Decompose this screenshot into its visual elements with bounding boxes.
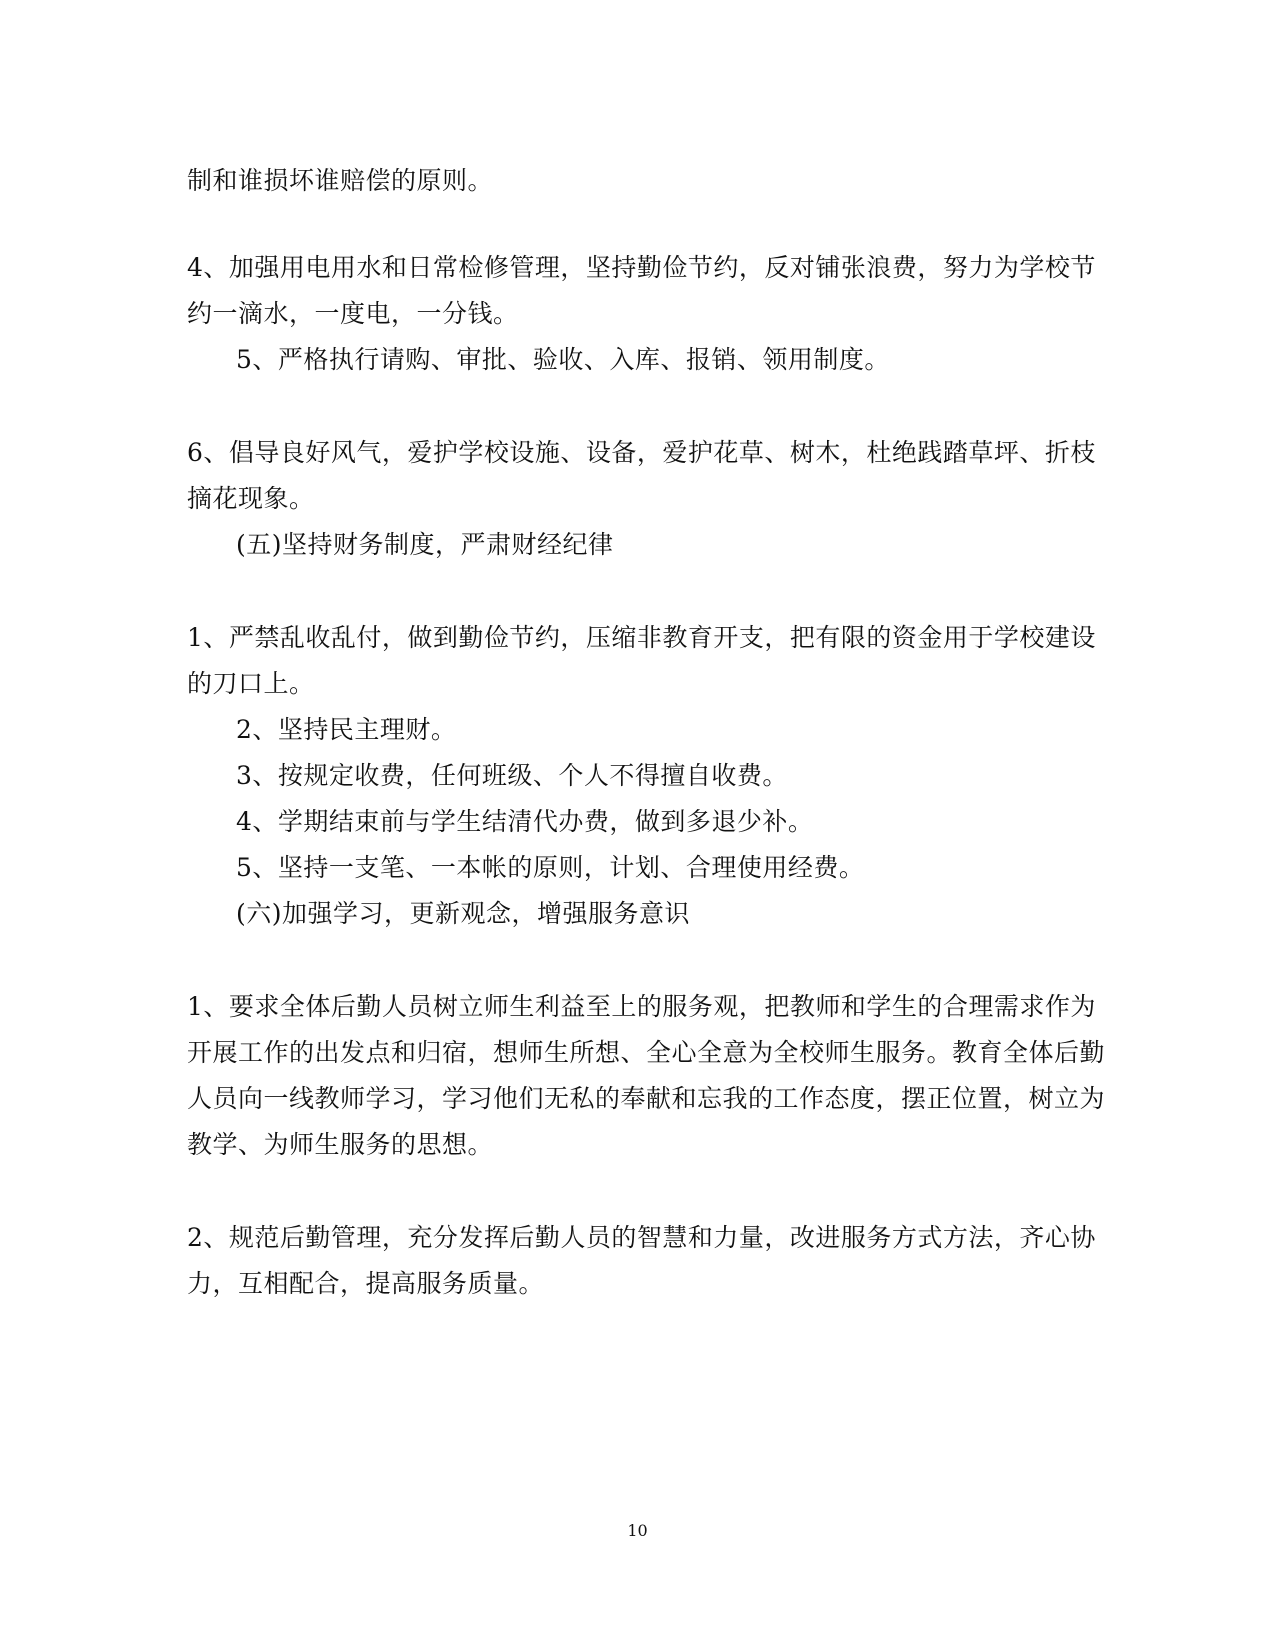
text-line: 的刀口上。 — [187, 669, 315, 698]
text-line: 5、严格执行请购、审批、验收、入库、报销、领用制度。 — [236, 345, 890, 374]
text-line: 6、倡导良好风气，爱护学校设施、设备，爱护花草、树木，杜绝践踏草坪、折枝 — [187, 438, 1096, 467]
text-line: 5、坚持一支笔、一本帐的原则，计划、合理使用经费。 — [236, 853, 865, 882]
text-line: 1、要求全体后勤人员树立师生利益至上的服务观，把教师和学生的合理需求作为 — [187, 992, 1096, 1021]
section-heading: (六)加强学习，更新观念，增强服务意识 — [236, 899, 691, 928]
text-line: 2、坚持民主理财。 — [236, 715, 457, 744]
text-line: 教学、为师生服务的思想。 — [187, 1130, 494, 1159]
text-line: 人员向一线教师学习，学习他们无私的奉献和忘我的工作态度，摆正位置，树立为 — [187, 1084, 1106, 1113]
text-line: 约一滴水，一度电，一分钱。 — [187, 299, 519, 328]
text-line: 力，互相配合，提高服务质量。 — [187, 1269, 545, 1298]
section-heading: (五)坚持财务制度，严肃财经纪律 — [236, 530, 614, 559]
text-line: 4、加强用电用水和日常检修管理，坚持勤俭节约，反对铺张浪费，努力为学校节 — [187, 253, 1096, 282]
text-line: 摘花现象。 — [187, 484, 315, 513]
text-line: 开展工作的出发点和归宿，想师生所想、全心全意为全校师生服务。教育全体后勤 — [187, 1038, 1106, 1067]
text-line: 制和谁损坏谁赔偿的原则。 — [187, 166, 494, 195]
text-line: 2、规范后勤管理，充分发挥后勤人员的智慧和力量，改进服务方式方法，齐心协 — [187, 1223, 1096, 1252]
text-line: 3、按规定收费，任何班级、个人不得擅自收费。 — [236, 761, 788, 790]
text-line: 1、严禁乱收乱付，做到勤俭节约，压缩非教育开支，把有限的资金用于学校建设 — [187, 623, 1096, 652]
page-number: 10 — [627, 1521, 648, 1540]
text-line: 4、学期结束前与学生结清代办费，做到多退少补。 — [236, 807, 814, 836]
